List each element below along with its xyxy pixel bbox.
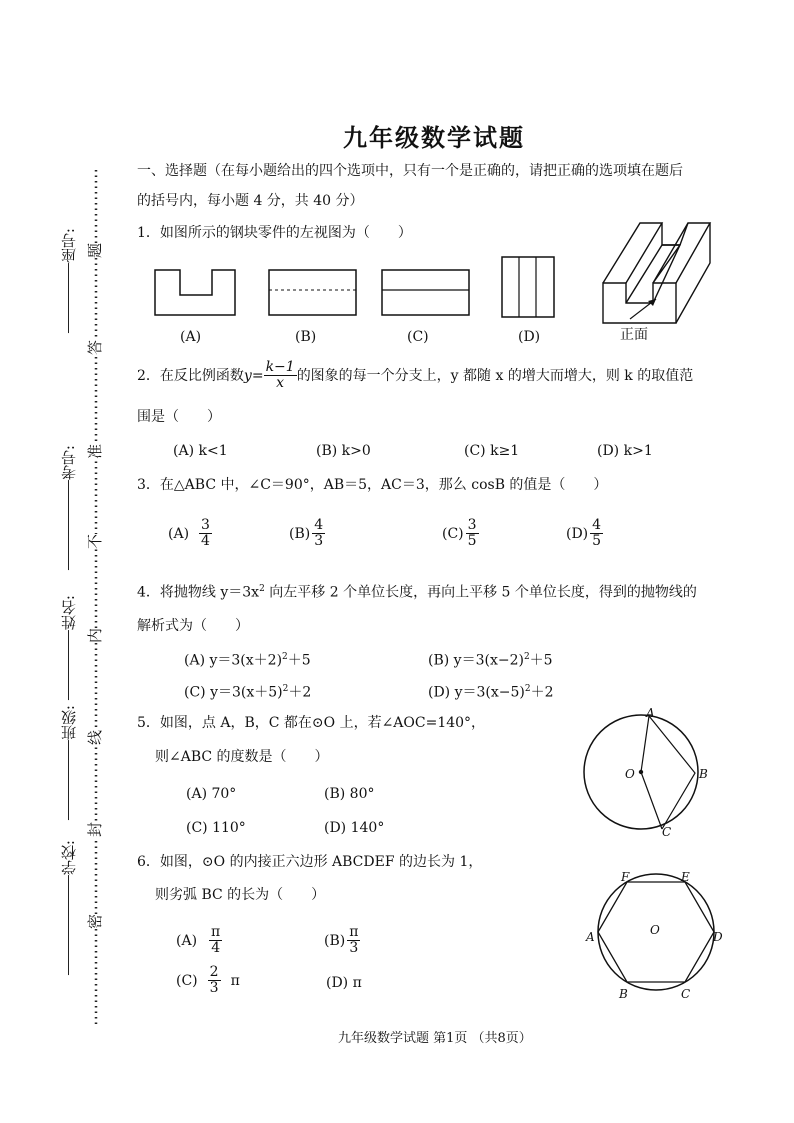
q2-option-d: (D) k>1 <box>597 443 653 459</box>
q5-option-a: (A) 70° <box>186 786 237 802</box>
q5-label-b: B <box>699 767 708 781</box>
q1-option-d-label: (D) <box>518 329 541 345</box>
q4-stem-pre: 4．将抛物线 y＝3x <box>137 584 260 601</box>
q4-option-d-post: ＋2 <box>530 684 554 701</box>
seal-char: 封 <box>86 821 105 838</box>
field-exam-no[interactable] <box>62 445 77 570</box>
q4-option-a <box>184 653 311 668</box>
q6-option-c-label: (C) <box>176 972 198 989</box>
q1-option-c-figure <box>378 265 473 320</box>
q4-option-b-pre: (B) y＝3(x−2) <box>428 652 524 669</box>
q6-option-c-frac <box>208 965 221 997</box>
q4-option-a-pre: (A) y＝3(x＋2) <box>184 652 283 669</box>
q6-option-c-den: 3 <box>209 980 219 997</box>
q2-func-num: k−1 <box>265 359 295 375</box>
q5-circle-figure <box>578 702 718 842</box>
q6-option-c-tail: π <box>230 972 240 989</box>
q3-option-c <box>442 518 479 550</box>
q4-stem <box>137 585 697 600</box>
field-seat-line <box>68 263 69 333</box>
seal-char: 准 <box>86 443 105 460</box>
q1-front-label: 正面 <box>620 327 648 343</box>
seal-char: 内 <box>86 627 105 644</box>
q5-option-c: (C) 110° <box>186 820 246 836</box>
q1-option-d-figure <box>498 253 558 321</box>
seal-char: 密 <box>86 913 105 930</box>
q3-option-b <box>289 518 325 550</box>
q3-option-b-label: (B) <box>289 525 311 542</box>
q3-option-c-den: 5 <box>467 533 477 550</box>
field-name-line <box>69 630 70 700</box>
q5-option-b: (B) 80° <box>324 786 375 802</box>
q2-func-y: y= <box>243 367 264 384</box>
q3-option-a <box>168 518 212 550</box>
seal-char: 线 <box>86 729 105 746</box>
q3-option-b-num: 4 <box>314 517 324 533</box>
q6-option-a-den: 4 <box>211 940 221 957</box>
field-seat-label: 座号: <box>60 228 78 264</box>
field-class-label: 班级: <box>60 705 78 741</box>
q5-label-a: A <box>646 706 655 720</box>
q6-option-c <box>176 965 240 997</box>
section-heading-line1: 一、选择题（在每小题给出的四个选项中，只有一个是正确的，请把正确的选项填在题后 <box>137 163 683 179</box>
q6-label-c: C <box>681 987 691 1001</box>
q2-option-b: (B) k>0 <box>316 443 371 459</box>
q6-option-a-label: (A) <box>176 932 198 949</box>
q3-stem: 3．在△ABC 中，∠C＝90°，AB＝5，AC＝3，那么 cosB 的值是（ ） <box>137 477 608 493</box>
q3-option-a-num: 3 <box>201 517 210 533</box>
seal-char: 答 <box>86 339 105 356</box>
q4-option-d-sup: 2 <box>524 684 531 694</box>
page-title: 九年级数学试题 <box>343 123 525 152</box>
field-school-line <box>69 875 70 975</box>
q6-option-b-frac <box>347 925 360 957</box>
q4-option-c-pre: (C) y＝3(x＋5) <box>184 684 283 701</box>
q4-option-b-sup: 2 <box>523 652 530 662</box>
field-school-label: 学校: <box>60 840 78 876</box>
q2-stem-pre: 2．在反比例函数 <box>137 367 244 384</box>
field-exam-no-line <box>69 480 70 570</box>
q4-stem-post: 向左平移 2 个单位长度，再向上平移 5 个单位长度，得到的抛物线的 <box>264 584 697 601</box>
q5-stem-line2: 则∠ABC 的度数是（ ） <box>155 749 329 765</box>
q4-option-a-post: ＋5 <box>287 652 311 669</box>
q6-label-b: B <box>619 987 628 1001</box>
q3-option-c-frac <box>466 518 479 550</box>
q1-option-c-label: (C) <box>407 329 429 345</box>
q3-option-c-num: 3 <box>467 517 477 533</box>
field-class-line <box>69 740 70 820</box>
q1-option-a-label: (A) <box>180 329 202 345</box>
q2-stem-line2: 围是（ ） <box>137 409 221 425</box>
q6-label-o: O <box>650 923 660 937</box>
q5-label-o: O <box>625 767 635 781</box>
q6-option-b <box>324 925 360 957</box>
q2-func-fraction <box>264 360 297 392</box>
q1-option-a-figure <box>150 265 240 320</box>
seal-dotted-line <box>86 170 105 1030</box>
field-name[interactable] <box>62 595 77 700</box>
q4-option-b <box>428 653 553 668</box>
q3-option-d <box>566 518 603 550</box>
q1-part-3d-figure <box>598 215 718 325</box>
q3-option-d-num: 4 <box>592 517 602 533</box>
field-seat[interactable] <box>62 228 77 333</box>
seal-char: 题 <box>86 242 105 259</box>
q6-option-b-num: π <box>349 924 359 940</box>
q6-label-f: F <box>621 870 630 884</box>
q6-option-a-num: π <box>211 924 221 940</box>
seal-char: 不 <box>86 533 105 550</box>
q4-option-c <box>184 685 311 700</box>
q6-option-a-frac <box>209 925 222 957</box>
field-class[interactable] <box>62 705 77 820</box>
q4-option-b-post: ＋5 <box>529 652 553 669</box>
q6-label-d: D <box>713 930 723 944</box>
q2-func-den: x <box>276 375 285 392</box>
page-footer: 九年级数学试题 第1页 （共8页） <box>338 1031 532 1046</box>
q3-option-b-den: 3 <box>314 533 324 550</box>
field-exam-no-label: 考号: <box>60 445 78 481</box>
q6-option-b-label: (B) <box>324 932 346 949</box>
q1-option-b-label: (B) <box>295 329 317 345</box>
q4-option-a-sup: 2 <box>282 652 288 662</box>
field-school[interactable] <box>62 840 77 975</box>
q2-option-c: (C) k≥1 <box>464 443 520 459</box>
q4-option-c-post: ＋2 <box>288 684 312 701</box>
q3-option-d-den: 5 <box>592 533 602 550</box>
q6-option-d: (D) π <box>326 975 362 991</box>
q6-stem-line2: 则劣弧 BC 的长为（ ） <box>155 887 326 903</box>
q6-option-b-den: 3 <box>349 940 359 957</box>
q6-label-a: A <box>586 930 595 944</box>
q3-option-a-den: 4 <box>201 533 210 550</box>
q6-stem-line1: 6．如图，⊙O 的内接正六边形 ABCDEF 的边长为 1， <box>137 854 483 870</box>
q6-label-e: E <box>681 870 690 884</box>
q4-exponent: 2 <box>259 584 265 594</box>
q1-option-b-figure <box>265 265 360 320</box>
q3-option-a-label: (A) <box>168 525 190 542</box>
q5-label-c: C <box>662 825 672 839</box>
q1-stem: 1．如图所示的钢块零件的左视图为（ ） <box>137 225 412 241</box>
q3-option-c-label: (C) <box>442 525 464 542</box>
q5-option-d: (D) 140° <box>324 820 385 836</box>
q6-option-a <box>176 925 222 957</box>
q2-option-a: (A) k<1 <box>173 443 228 459</box>
q4-option-d <box>428 685 554 700</box>
q4-option-c-sup: 2 <box>282 684 289 694</box>
field-name-label: 姓名: <box>60 595 78 631</box>
q3-option-a-frac <box>199 518 212 550</box>
q6-option-c-num: 2 <box>209 964 219 980</box>
q3-option-d-frac <box>590 518 603 550</box>
q2-stem-post: 的图象的每一个分支上，y 都随 x 的增大而增大，则 k 的取值范 <box>296 367 694 384</box>
q4-option-d-pre: (D) y＝3(x−5) <box>428 684 525 701</box>
q3-option-d-label: (D) <box>566 525 589 542</box>
q5-stem-line1: 5．如图，点 A，B，C 都在⊙O 上，若∠AOC=140°， <box>137 715 486 731</box>
q4-stem-line2: 解析式为（ ） <box>137 618 249 634</box>
q2-stem <box>137 360 693 392</box>
section-heading-line2: 的括号内，每小题 4 分，共 40 分） <box>137 193 364 209</box>
q3-option-b-frac <box>312 518 325 550</box>
